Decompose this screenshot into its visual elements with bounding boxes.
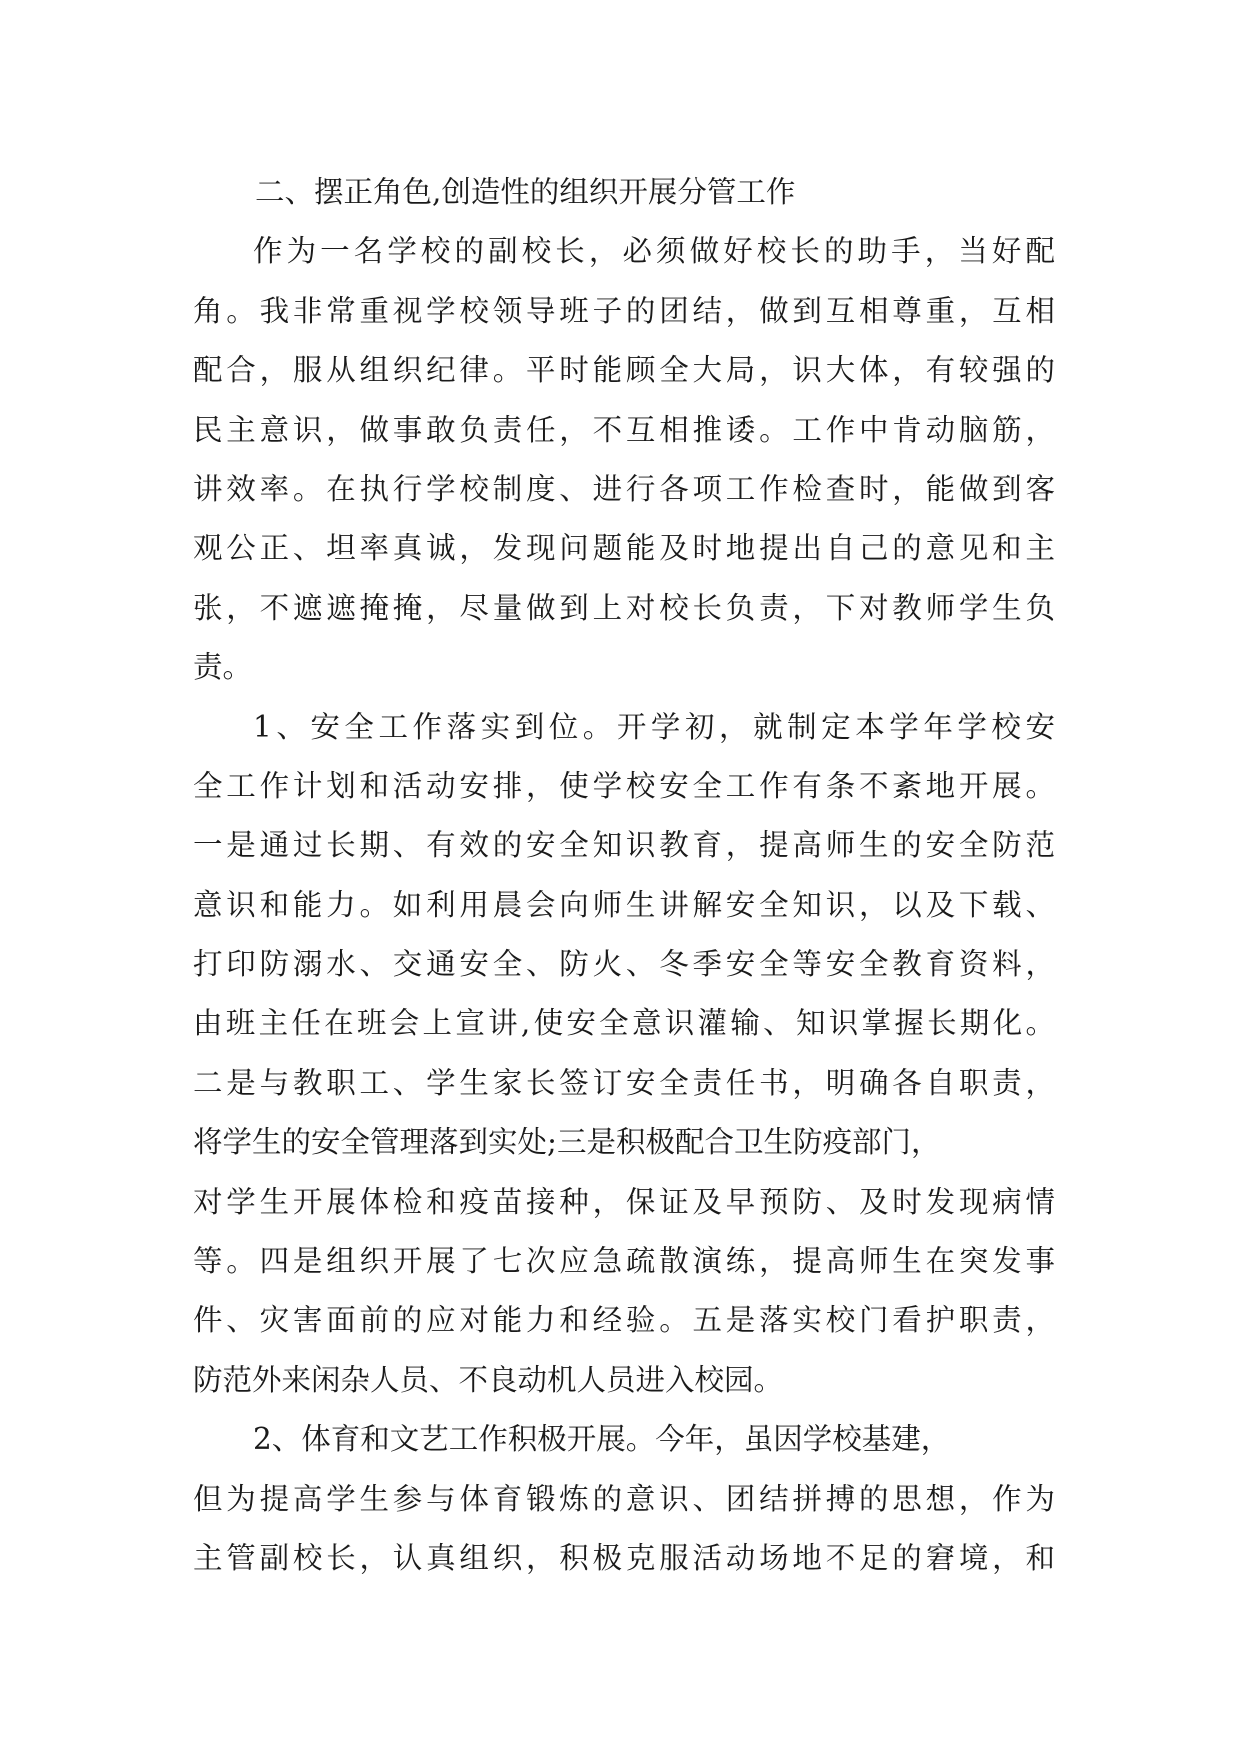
paragraph-line: 等。四是组织开展了七次应急疏散演练，提高师生在突发事 xyxy=(193,1244,1055,1279)
paragraph-line: 2、体育和文艺工作积极开展。今年，虽因学校基建， xyxy=(253,1422,951,1457)
paragraph-line: 观公正、坦率真诚，发现问题能及时地提出自己的意见和主 xyxy=(193,531,1055,566)
paragraph-line: 配合，服从组织纪律。平时能顾全大局，识大体，有较强的 xyxy=(193,353,1055,388)
paragraph-line: 由班主任在班会上宣讲,使安全意识灌输、知识掌握长期化。 xyxy=(193,1006,1055,1041)
paragraph-line: 作为一名学校的副校长，必须做好校长的助手，当好配 xyxy=(253,234,1055,269)
paragraph-line: 二是与教职工、学生家长签订安全责任书，明确各自职责， xyxy=(193,1065,1055,1100)
section-heading: 二、摆正角色,创造性的组织开展分管工作 xyxy=(255,175,796,209)
paragraph-line: 张，不遮遮掩掩，尽量做到上对校长负责，下对教师学生负 xyxy=(193,590,1055,625)
paragraph-2 xyxy=(193,698,1055,1411)
paragraph-line: 意识和能力。如利用晨会向师生讲解安全知识，以及下载、 xyxy=(193,887,1055,922)
document-body xyxy=(193,163,1055,1588)
paragraph-line: 全工作计划和活动安排，使学校安全工作有条不紊地开展。 xyxy=(193,768,1055,803)
paragraph-line: 件、灾害面前的应对能力和经验。五是落实校门看护职责， xyxy=(193,1303,1055,1338)
paragraph-line: 主管副校长，认真组织，积极克服活动场地不足的窘境，和 xyxy=(193,1540,1055,1575)
paragraph-line: 打印防溺水、交通安全、防火、冬季安全等安全教育资料， xyxy=(193,947,1055,982)
paragraph-line: 一是通过长期、有效的安全知识教育，提高师生的安全防范 xyxy=(193,828,1055,863)
paragraph-line: 将学生的安全管理落到实处;三是积极配合卫生防疫部门， xyxy=(193,1125,941,1160)
paragraph-line: 责。 xyxy=(193,650,253,685)
paragraph-line: 1、安全工作落实到位。开学初，就制定本学年学校安 xyxy=(253,709,1055,744)
paragraph-1 xyxy=(193,222,1055,697)
paragraph-3 xyxy=(193,1410,1055,1588)
paragraph-line: 但为提高学生参与体育锻炼的意识、团结拼搏的思想，作为 xyxy=(193,1481,1055,1516)
paragraph-line: 角。我非常重视学校领导班子的团结，做到互相尊重，互相 xyxy=(193,293,1055,328)
paragraph-line: 讲效率。在执行学校制度、进行各项工作检查时，能做到客 xyxy=(193,471,1055,506)
paragraph-line: 对学生开展体检和疫苗接种，保证及早预防、及时发现病情 xyxy=(193,1184,1055,1219)
paragraph-line: 防范外来闲杂人员、不良动机人员进入校园。 xyxy=(193,1362,784,1397)
paragraph-line: 民主意识，做事敢负责任，不互相推诿。工作中肯动脑筋， xyxy=(193,412,1055,447)
